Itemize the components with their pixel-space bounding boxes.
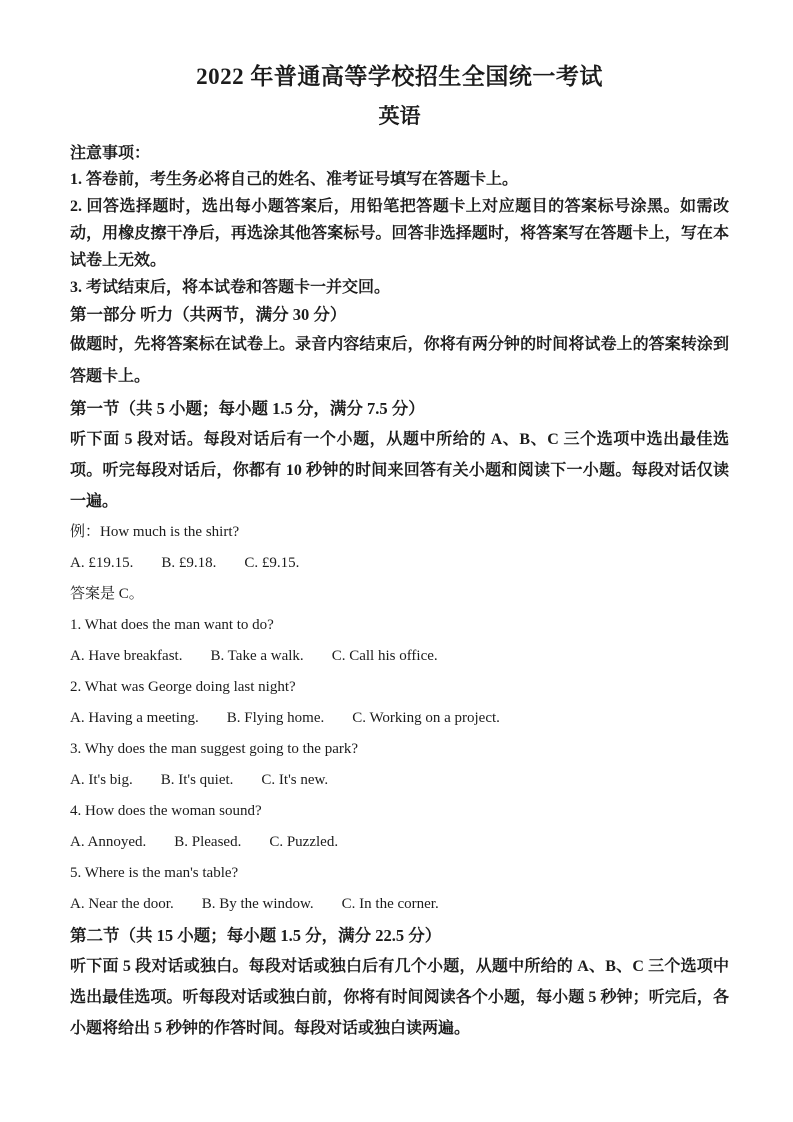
question-1-text: 1. What does the man want to do? (70, 617, 274, 633)
exam-title: 2022 年普通高等学校招生全国统一考试 (196, 64, 603, 89)
example-answer-note: 答案是 C。 (70, 586, 144, 602)
notice-section (70, 142, 729, 301)
exam-subject: 英语 (378, 104, 421, 128)
question-2-option-a: A. Having a meeting. (70, 710, 199, 726)
question-1-option-a: A. Have breakfast. (70, 648, 183, 664)
section2-instructions: 听下面 5 段对话或独白。每段对话或独白后有几个小题，从题中所给的 A、B、C 三个选项中选出最佳选项。听每段对话或独白前，你将有时间阅读各个小题，每小题 5 秒钟；听完后，各小题将给出 5 秒钟的作答时间。每段对话或独白读两遍。 (70, 958, 729, 1037)
question-1-option-c: C. Call his office. (331, 648, 438, 664)
question-1-options-row (70, 641, 729, 672)
exam-header (70, 62, 729, 130)
notice-item-3: 3. 考试结束后，将本试卷和答题卡一并交回。 (70, 279, 391, 296)
example-option-a: A. £19.15. (70, 555, 134, 571)
notice-item-1: 1. 答卷前，考生务必将自己的姓名、准考证号填写在答题卡上。 (70, 171, 519, 188)
question-2-options-row (70, 703, 729, 734)
example-option-c: C. £9.15. (244, 555, 300, 571)
part1-listening-section (70, 301, 729, 1044)
question-3-option-c: C. It's new. (261, 772, 329, 788)
question-4-option-c: C. Puzzled. (269, 834, 339, 850)
question-1-option-b: B. Take a walk. (210, 648, 304, 664)
part1-heading: 第一部分 听力（共两节，满分 30 分） (70, 305, 347, 324)
example-option-b: B. £9.18. (161, 555, 217, 571)
section1-instructions: 听下面 5 段对话。每段对话后有一个小题，从题中所给的 A、B、C 三个选项中选出最佳选项。听完每段对话后，你都有 10 秒钟的时间来回答有关小题和阅读下一小题。每段对话仅读一遍。 (70, 431, 729, 510)
question-5-text: 5. Where is the man's table? (70, 865, 239, 881)
notice-heading: 注意事项： (70, 145, 151, 162)
question-4-option-b: B. Pleased. (174, 834, 242, 850)
section2-heading: 第二节（共 15 小题；每小题 1.5 分，满分 22.5 分） (70, 926, 442, 945)
question-4-options-row (70, 827, 729, 858)
example-options-row (70, 548, 729, 579)
question-2-option-c: C. Working on a project. (352, 710, 500, 726)
section1-heading: 第一节（共 5 小题；每小题 1.5 分，满分 7.5 分） (70, 399, 425, 418)
question-2-option-b: B. Flying home. (226, 710, 325, 726)
example-question: 例：How much is the shirt? (70, 524, 240, 540)
question-4-text: 4. How does the woman sound? (70, 803, 262, 819)
notice-item-2: 2. 回答选择题时，选出每小题答案后，用铅笔把答题卡上对应题目的答案标号涂黑。如需改动，用橡皮擦干净后，再选涂其他答案标号。回答非选择题时，将答案写在答题卡上，写在本试卷上无效。 (70, 198, 729, 269)
question-5-option-c: C. In the corner. (341, 896, 439, 912)
question-4-option-a: A. Annoyed. (70, 834, 147, 850)
question-3-options-row (70, 765, 729, 796)
question-3-option-b: B. It's quiet. (160, 772, 234, 788)
question-3-text: 3. Why does the man suggest going to the park? (70, 741, 359, 757)
question-5-option-b: B. By the window. (201, 896, 314, 912)
question-2-text: 2. What was George doing last night? (70, 679, 296, 695)
question-5-options-row (70, 889, 729, 920)
question-5-option-a: A. Near the door. (70, 896, 174, 912)
part1-intro: 做题时，先将答案标在试卷上。录音内容结束后，你将有两分钟的时间将试卷上的答案转涂到答题卡上。 (70, 336, 729, 385)
question-3-option-a: A. It's big. (70, 772, 133, 788)
